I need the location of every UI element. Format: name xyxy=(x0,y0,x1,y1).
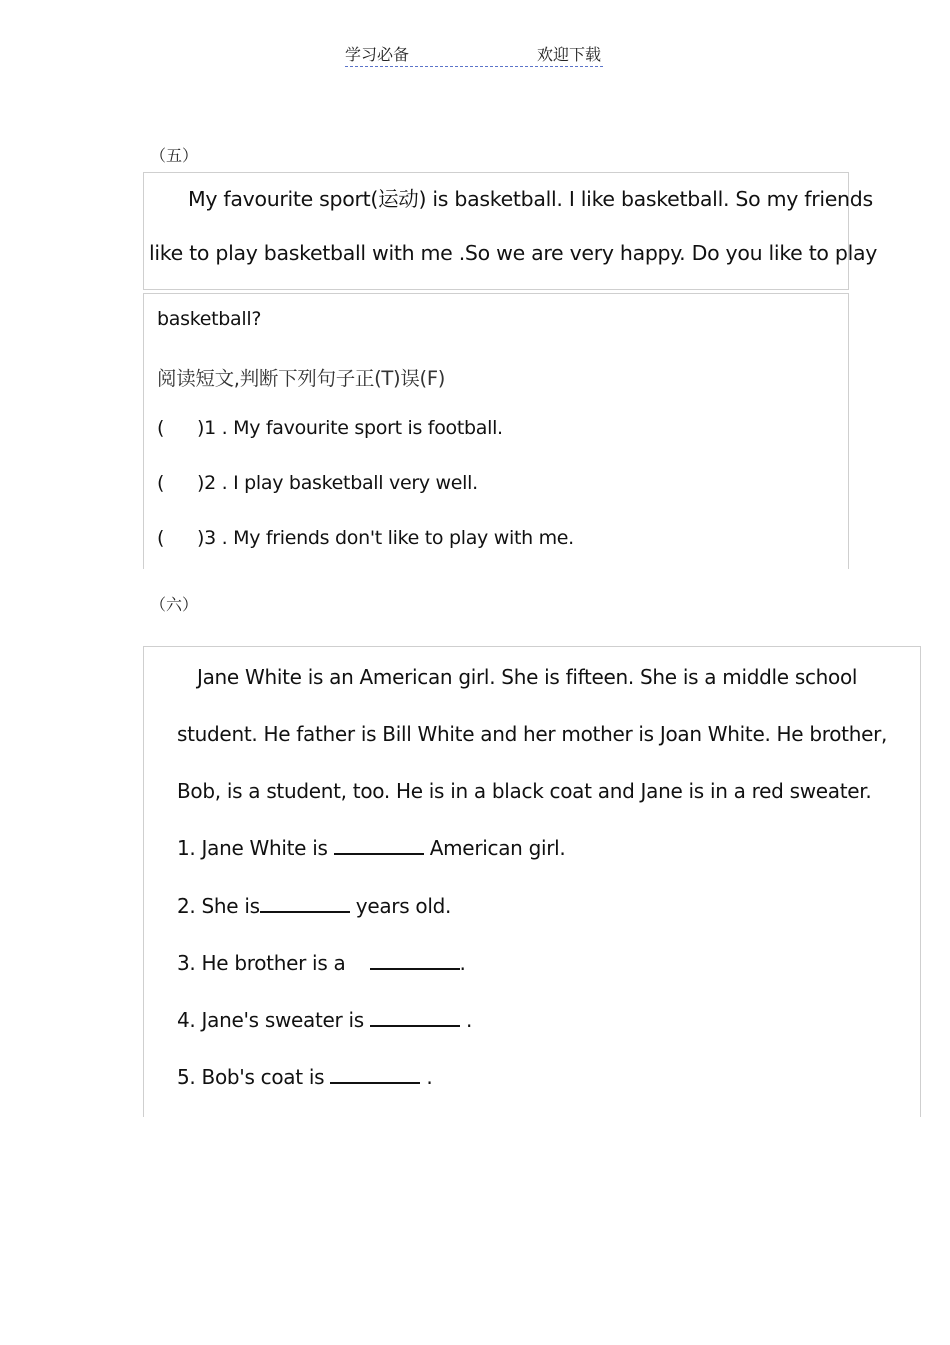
section-6-passage-line-3: Bob, is a student, too. He is in a black coat and Jane is in a red sweater. xyxy=(177,779,872,803)
question-text-before: 5. Bob's coat is xyxy=(177,1065,331,1089)
answer-paren[interactable]: ( xyxy=(157,417,165,439)
question-text-after: American girl. xyxy=(423,836,566,860)
question-text-after: . xyxy=(420,1065,433,1089)
answer-blank[interactable] xyxy=(370,1009,460,1027)
question-text-before: 4. Jane's sweater is xyxy=(177,1008,370,1032)
section-6-question-1 xyxy=(177,836,565,860)
section-5-instruction: 阅读短文,判断下列句子正(T)误(F) xyxy=(157,367,446,390)
section-5-question-3 xyxy=(157,527,574,549)
answer-blank[interactable] xyxy=(260,895,350,913)
answer-paren[interactable]: ( xyxy=(157,527,165,549)
page-header xyxy=(345,40,603,67)
section-6-question-4 xyxy=(177,1008,472,1032)
header-right-text: 欢迎下载 xyxy=(536,45,601,64)
section-6-passage-line-1: Jane White is an American girl. She is fifteen. She is a middle school xyxy=(197,665,858,689)
section-6-box xyxy=(143,646,921,1117)
section-5-question-1 xyxy=(157,417,503,439)
section-6-question-2 xyxy=(177,894,451,918)
question-text-after: . xyxy=(459,951,466,975)
question-text: )2 . I play basketball very well. xyxy=(197,472,478,494)
question-text-before: 3. He brother is a xyxy=(177,951,352,975)
section-6-question-5 xyxy=(177,1065,432,1089)
section-5-passage-line-2: like to play basketball with me .So we are very happy. Do you like to play xyxy=(149,241,878,265)
answer-blank[interactable] xyxy=(370,952,460,970)
section-5-label: （五） xyxy=(150,146,199,165)
section-5-passage-line-1: My favourite sport(运动) is basketball. I like basketball. So my friends xyxy=(188,187,873,211)
section-6-question-3 xyxy=(177,951,466,975)
header-left-text: 学习必备 xyxy=(345,45,410,64)
question-text-before: 1. Jane White is xyxy=(177,836,334,860)
section-5-passage-line-3: basketball? xyxy=(157,308,262,330)
answer-blank[interactable] xyxy=(330,1066,420,1084)
question-text-after: . xyxy=(459,1008,473,1032)
section-6-passage-line-2: student. He father is Bill White and her mother is Joan White. He brother, xyxy=(177,722,888,746)
section-5-question-2 xyxy=(157,472,478,494)
section-6-label: （六） xyxy=(150,595,199,614)
question-text-after: years old. xyxy=(349,894,452,918)
question-text: )3 . My friends don't like to play with me. xyxy=(197,527,574,549)
answer-paren[interactable]: ( xyxy=(157,472,165,494)
answer-blank[interactable] xyxy=(334,837,424,855)
question-text: )1 . My favourite sport is football. xyxy=(197,417,503,439)
question-text-before: 2. She is xyxy=(177,894,260,918)
